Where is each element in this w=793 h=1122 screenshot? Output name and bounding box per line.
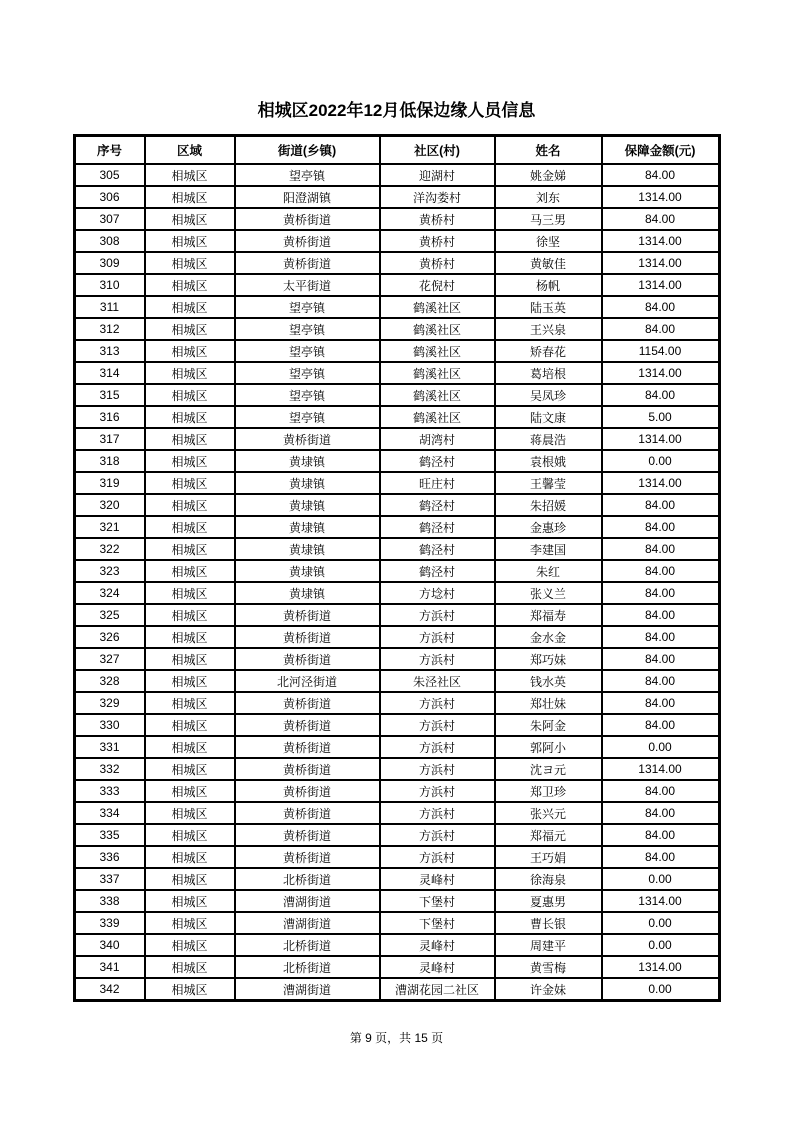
table-cell: 84.00 (602, 604, 719, 626)
table-cell: 0.00 (602, 912, 719, 934)
table-cell: 329 (75, 692, 145, 714)
table-cell: 黄桥街道 (235, 230, 380, 252)
table-cell: 蒋晨浩 (495, 428, 602, 450)
table-cell: 鹤泾村 (380, 516, 495, 538)
table-cell: 沈ヨ元 (495, 758, 602, 780)
table-cell: 相城区 (145, 164, 235, 186)
table-row (75, 296, 719, 318)
table-cell: 夏惠男 (495, 890, 602, 912)
table-row (75, 186, 719, 208)
table-cell: 0.00 (602, 868, 719, 890)
table-row (75, 758, 719, 780)
table-cell: 北桥街道 (235, 934, 380, 956)
table-cell: 相城区 (145, 494, 235, 516)
table-cell: 320 (75, 494, 145, 516)
table-cell: 84.00 (602, 648, 719, 670)
table-cell: 黄桥街道 (235, 780, 380, 802)
table-cell: 1154.00 (602, 340, 719, 362)
table-cell: 相城区 (145, 978, 235, 1000)
table-cell: 黄桥街道 (235, 736, 380, 758)
table-cell: 钱水英 (495, 670, 602, 692)
table-cell: 黄桥街道 (235, 802, 380, 824)
table-cell: 322 (75, 538, 145, 560)
table-cell: 黄桥村 (380, 230, 495, 252)
table-cell: 331 (75, 736, 145, 758)
table-row (75, 252, 719, 274)
table-cell: 相城区 (145, 934, 235, 956)
table-cell: 相城区 (145, 362, 235, 384)
table-cell: 相城区 (145, 582, 235, 604)
table-cell: 相城区 (145, 296, 235, 318)
table-cell: 方浜村 (380, 714, 495, 736)
table-cell: 望亭镇 (235, 318, 380, 340)
table-row (75, 824, 719, 846)
table-cell: 鹤泾村 (380, 538, 495, 560)
table-cell: 黄雪梅 (495, 956, 602, 978)
table-cell: 黄桥街道 (235, 758, 380, 780)
table-row (75, 516, 719, 538)
table-cell: 下堡村 (380, 890, 495, 912)
table-cell: 相城区 (145, 670, 235, 692)
table-cell: 319 (75, 472, 145, 494)
table-cell: 84.00 (602, 626, 719, 648)
table-cell: 北桥街道 (235, 956, 380, 978)
table-cell: 望亭镇 (235, 164, 380, 186)
table-cell: 黄埭镇 (235, 494, 380, 516)
table-row (75, 736, 719, 758)
table-cell: 321 (75, 516, 145, 538)
table-cell: 1314.00 (602, 956, 719, 978)
table-cell: 黄桥街道 (235, 846, 380, 868)
table-cell: 84.00 (602, 670, 719, 692)
table-cell: 335 (75, 824, 145, 846)
table-cell: 矫春花 (495, 340, 602, 362)
table-cell: 许金妹 (495, 978, 602, 1000)
table-cell: 黄桥街道 (235, 824, 380, 846)
table-cell: 325 (75, 604, 145, 626)
table-cell: 0.00 (602, 450, 719, 472)
page-title: 相城区2022年12月低保边缘人员信息 (257, 101, 536, 120)
table-cell: 84.00 (602, 208, 719, 230)
table-cell: 315 (75, 384, 145, 406)
table-cell: 漕湖街道 (235, 890, 380, 912)
table-cell: 方浜村 (380, 802, 495, 824)
table-cell: 309 (75, 252, 145, 274)
table-cell: 王兴泉 (495, 318, 602, 340)
table-cell: 鹤溪社区 (380, 296, 495, 318)
table-cell: 灵峰村 (380, 956, 495, 978)
table-cell: 相城区 (145, 230, 235, 252)
table-cell: 胡湾村 (380, 428, 495, 450)
table-row (75, 362, 719, 384)
table-cell: 郑福元 (495, 824, 602, 846)
table-cell: 84.00 (602, 296, 719, 318)
table-cell: 333 (75, 780, 145, 802)
table-cell: 0.00 (602, 978, 719, 1000)
table-cell: 1314.00 (602, 758, 719, 780)
table-cell: 漕湖街道 (235, 978, 380, 1000)
table-cell: 郑卫珍 (495, 780, 602, 802)
table-row (75, 560, 719, 582)
table-cell: 相城区 (145, 340, 235, 362)
table-cell: 341 (75, 956, 145, 978)
table-cell: 方浜村 (380, 780, 495, 802)
table-cell: 相城区 (145, 384, 235, 406)
table-cell: 望亭镇 (235, 340, 380, 362)
table-cell: 郑福寿 (495, 604, 602, 626)
table-cell: 黄桥街道 (235, 714, 380, 736)
table-cell: 相城区 (145, 824, 235, 846)
table-cell: 84.00 (602, 824, 719, 846)
table-cell: 方浜村 (380, 824, 495, 846)
table-cell: 黄桥村 (380, 208, 495, 230)
table-header-row (75, 136, 719, 164)
table-cell: 324 (75, 582, 145, 604)
table-cell: 330 (75, 714, 145, 736)
table-row (75, 868, 719, 890)
table-cell: 84.00 (602, 692, 719, 714)
table-cell: 北河泾街道 (235, 670, 380, 692)
table-cell: 相城区 (145, 692, 235, 714)
table-cell: 方浜村 (380, 846, 495, 868)
table-cell: 张义兰 (495, 582, 602, 604)
table-cell: 334 (75, 802, 145, 824)
table-cell: 鹤泾村 (380, 560, 495, 582)
table-row (75, 428, 719, 450)
table-cell: 刘东 (495, 186, 602, 208)
table-cell: 陆玉英 (495, 296, 602, 318)
table-cell: 84.00 (602, 582, 719, 604)
table-row (75, 582, 719, 604)
table-cell: 朱阿金 (495, 714, 602, 736)
table-cell: 84.00 (602, 714, 719, 736)
table-cell: 相城区 (145, 252, 235, 274)
table-row (75, 450, 719, 472)
table-cell: 黄桥街道 (235, 648, 380, 670)
table-row (75, 384, 719, 406)
table-cell: 黄桥街道 (235, 626, 380, 648)
table-row (75, 780, 719, 802)
table-cell: 310 (75, 274, 145, 296)
table-cell: 灵峰村 (380, 934, 495, 956)
table-cell: 相城区 (145, 846, 235, 868)
table-cell: 郑壮妹 (495, 692, 602, 714)
table-cell: 李建国 (495, 538, 602, 560)
table-cell: 张兴元 (495, 802, 602, 824)
table-cell: 1314.00 (602, 186, 719, 208)
table-row (75, 208, 719, 230)
table-cell: 326 (75, 626, 145, 648)
table-cell: 黄桥街道 (235, 428, 380, 450)
table-row (75, 164, 719, 186)
table-row (75, 494, 719, 516)
table-cell: 阳澄湖镇 (235, 186, 380, 208)
table-cell: 84.00 (602, 516, 719, 538)
table-cell: 1314.00 (602, 472, 719, 494)
table-cell: 340 (75, 934, 145, 956)
table-cell: 相城区 (145, 758, 235, 780)
table-cell: 方浜村 (380, 626, 495, 648)
page-number: 第 9 页，共 15 页 (349, 1031, 444, 1045)
table-cell: 相城区 (145, 274, 235, 296)
column-header: 区域 (145, 136, 235, 164)
table-row (75, 472, 719, 494)
table-cell: 徐坚 (495, 230, 602, 252)
table-cell: 迎湖村 (380, 164, 495, 186)
table-cell: 杨帆 (495, 274, 602, 296)
table-cell: 洋沟娄村 (380, 186, 495, 208)
table-cell: 鹤溪社区 (380, 362, 495, 384)
table-cell: 0.00 (602, 934, 719, 956)
table-cell: 吴凤珍 (495, 384, 602, 406)
table-cell: 望亭镇 (235, 384, 380, 406)
table-cell: 北桥街道 (235, 868, 380, 890)
table-cell: 曹长银 (495, 912, 602, 934)
column-header: 街道(乡镇) (235, 136, 380, 164)
table-cell: 黄埭镇 (235, 582, 380, 604)
table-cell: 相城区 (145, 956, 235, 978)
table-cell: 郑巧妹 (495, 648, 602, 670)
table-cell: 漕湖街道 (235, 912, 380, 934)
table-cell: 0.00 (602, 736, 719, 758)
column-header: 序号 (75, 136, 145, 164)
table-cell: 黄埭镇 (235, 538, 380, 560)
table-cell: 314 (75, 362, 145, 384)
table-cell: 316 (75, 406, 145, 428)
table-cell: 朱红 (495, 560, 602, 582)
table-cell: 黄埭镇 (235, 472, 380, 494)
table-cell: 323 (75, 560, 145, 582)
table-cell: 313 (75, 340, 145, 362)
column-header: 姓名 (495, 136, 602, 164)
table-cell: 袁根娥 (495, 450, 602, 472)
table-cell: 黄桥街道 (235, 252, 380, 274)
table-cell: 相城区 (145, 736, 235, 758)
table-cell: 相城区 (145, 208, 235, 230)
table-cell: 84.00 (602, 164, 719, 186)
table-cell: 王馨莹 (495, 472, 602, 494)
table-cell: 鹤泾村 (380, 494, 495, 516)
table-row (75, 692, 719, 714)
table-cell: 太平街道 (235, 274, 380, 296)
table-cell: 相城区 (145, 648, 235, 670)
column-header: 社区(村) (380, 136, 495, 164)
table-cell: 马三男 (495, 208, 602, 230)
table-row (75, 802, 719, 824)
table-cell: 黄埭镇 (235, 560, 380, 582)
table-cell: 黄桥街道 (235, 208, 380, 230)
table-cell: 307 (75, 208, 145, 230)
table-cell: 花倪村 (380, 274, 495, 296)
table-cell: 84.00 (602, 802, 719, 824)
table-cell: 338 (75, 890, 145, 912)
table-cell: 黄桥村 (380, 252, 495, 274)
table-cell: 相城区 (145, 186, 235, 208)
table-cell: 相城区 (145, 516, 235, 538)
table-cell: 84.00 (602, 494, 719, 516)
table-cell: 339 (75, 912, 145, 934)
table-cell: 相城区 (145, 406, 235, 428)
table-cell: 黄桥街道 (235, 692, 380, 714)
table-cell: 朱泾社区 (380, 670, 495, 692)
table-cell: 方浜村 (380, 648, 495, 670)
table-cell: 相城区 (145, 472, 235, 494)
table-cell: 337 (75, 868, 145, 890)
table-cell: 旺庄村 (380, 472, 495, 494)
table-row (75, 912, 719, 934)
table-row (75, 956, 719, 978)
table-cell: 郭阿小 (495, 736, 602, 758)
table-row (75, 318, 719, 340)
table-cell: 84.00 (602, 780, 719, 802)
table-row (75, 934, 719, 956)
table-row (75, 604, 719, 626)
table-cell: 姚金娣 (495, 164, 602, 186)
table-cell: 311 (75, 296, 145, 318)
table-cell: 下堡村 (380, 912, 495, 934)
table-row (75, 714, 719, 736)
table-cell: 342 (75, 978, 145, 1000)
column-header: 保障金额(元) (602, 136, 719, 164)
table-cell: 相城区 (145, 626, 235, 648)
table-cell: 方浜村 (380, 736, 495, 758)
table-cell: 金水金 (495, 626, 602, 648)
table-body (75, 164, 719, 1000)
table-cell: 灵峰村 (380, 868, 495, 890)
table-cell: 黄敏佳 (495, 252, 602, 274)
table-cell: 黄埭镇 (235, 516, 380, 538)
table-cell: 1314.00 (602, 890, 719, 912)
table-cell: 相城区 (145, 714, 235, 736)
table-cell: 鹤溪社区 (380, 340, 495, 362)
table-cell: 1314.00 (602, 428, 719, 450)
table-cell: 1314.00 (602, 362, 719, 384)
table-cell: 1314.00 (602, 274, 719, 296)
table-cell: 相城区 (145, 450, 235, 472)
table-row (75, 846, 719, 868)
table-row (75, 648, 719, 670)
table-cell: 方埝村 (380, 582, 495, 604)
table-cell: 相城区 (145, 868, 235, 890)
table-cell: 308 (75, 230, 145, 252)
table-cell: 相城区 (145, 560, 235, 582)
table-cell: 相城区 (145, 318, 235, 340)
table-cell: 金惠珍 (495, 516, 602, 538)
table-row (75, 406, 719, 428)
table-cell: 332 (75, 758, 145, 780)
table-cell: 相城区 (145, 780, 235, 802)
table-cell: 306 (75, 186, 145, 208)
table-cell: 方浜村 (380, 758, 495, 780)
table-cell: 王巧娟 (495, 846, 602, 868)
table-cell: 5.00 (602, 406, 719, 428)
table-cell: 327 (75, 648, 145, 670)
table-cell: 328 (75, 670, 145, 692)
table-cell: 84.00 (602, 318, 719, 340)
table-row (75, 538, 719, 560)
table-cell: 黄埭镇 (235, 450, 380, 472)
table-cell: 336 (75, 846, 145, 868)
table-cell: 相城区 (145, 604, 235, 626)
table-cell: 318 (75, 450, 145, 472)
table-row (75, 890, 719, 912)
table-cell: 漕湖花园二社区 (380, 978, 495, 1000)
table-cell: 84.00 (602, 560, 719, 582)
table-cell: 相城区 (145, 538, 235, 560)
table-cell: 徐海泉 (495, 868, 602, 890)
table-row (75, 626, 719, 648)
table-cell: 1314.00 (602, 252, 719, 274)
table-cell: 84.00 (602, 538, 719, 560)
table-cell: 周建平 (495, 934, 602, 956)
table-cell: 鹤泾村 (380, 450, 495, 472)
table-cell: 相城区 (145, 890, 235, 912)
table-cell: 鹤溪社区 (380, 384, 495, 406)
table-cell: 相城区 (145, 912, 235, 934)
table-cell: 1314.00 (602, 230, 719, 252)
table-cell: 望亭镇 (235, 362, 380, 384)
table-cell: 黄桥街道 (235, 604, 380, 626)
table-row (75, 274, 719, 296)
benefits-table (73, 134, 721, 1002)
table-cell: 陆文康 (495, 406, 602, 428)
table-cell: 312 (75, 318, 145, 340)
table-cell: 望亭镇 (235, 296, 380, 318)
table-cell: 305 (75, 164, 145, 186)
table-cell: 84.00 (602, 846, 719, 868)
table-cell: 葛培根 (495, 362, 602, 384)
table-cell: 鹤溪社区 (380, 318, 495, 340)
table-cell: 鹤溪社区 (380, 406, 495, 428)
table-row (75, 230, 719, 252)
table-cell: 相城区 (145, 428, 235, 450)
table-row (75, 340, 719, 362)
table-cell: 317 (75, 428, 145, 450)
table-row (75, 978, 719, 1000)
table-cell: 84.00 (602, 384, 719, 406)
table-row (75, 670, 719, 692)
table-cell: 望亭镇 (235, 406, 380, 428)
table-cell: 相城区 (145, 802, 235, 824)
table-cell: 方浜村 (380, 604, 495, 626)
table-cell: 朱招媛 (495, 494, 602, 516)
table-cell: 方浜村 (380, 692, 495, 714)
